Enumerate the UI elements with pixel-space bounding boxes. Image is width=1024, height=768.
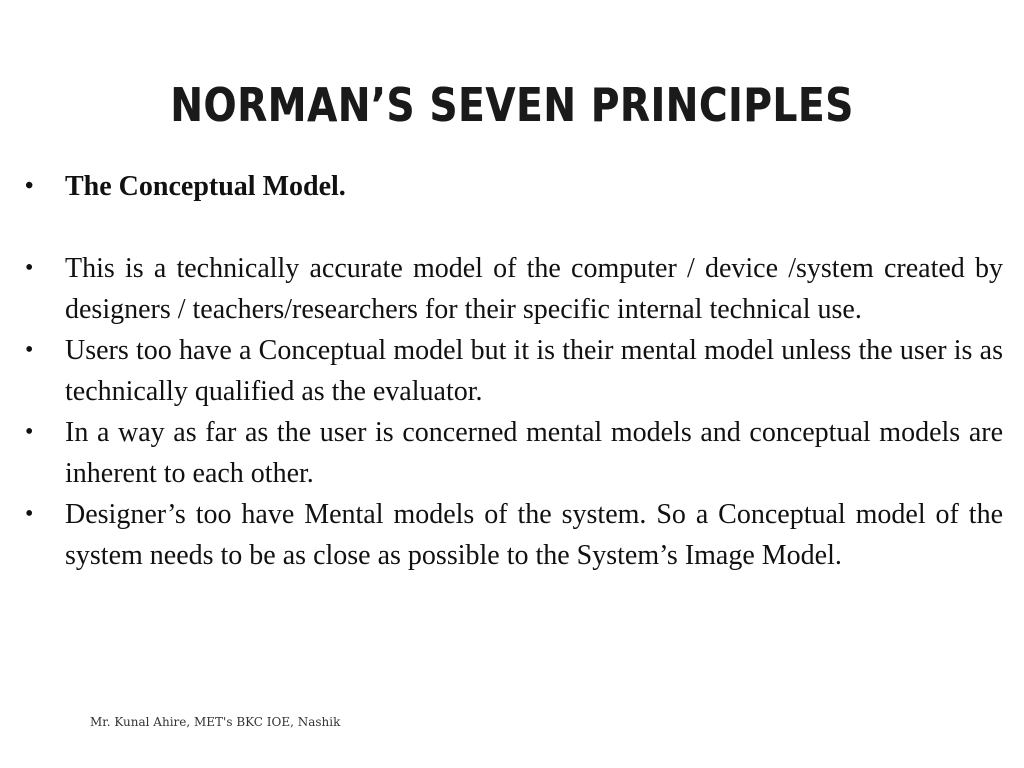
bullet-list xyxy=(0,166,1024,576)
bullet-text: In a way as far as the user is concerned mental models and conceptual models are inherent to each other. xyxy=(65,417,1003,489)
bullet-item-heading xyxy=(25,166,1003,207)
bullet-text: The Conceptual Model. xyxy=(65,171,346,202)
bullet-item xyxy=(25,248,1003,330)
bullet-dot-icon: • xyxy=(25,419,34,445)
bullet-dot-icon: • xyxy=(25,255,34,281)
bullet-text: This is a technically accurate model of the computer / device /system created by designers / teachers/researchers for their specific internal technical use. xyxy=(65,253,1003,325)
footer-credit: Mr. Kunal Ahire, MET's BKC IOE, Nashik xyxy=(90,715,341,729)
bullet-dot-icon: • xyxy=(25,501,34,527)
bullet-dot-icon: • xyxy=(25,173,34,199)
bullet-dot-icon: • xyxy=(25,337,34,363)
bullet-item xyxy=(25,412,1003,494)
slide-title: NORMAN’S SEVEN PRINCIPLES xyxy=(170,78,854,132)
bullet-text: Designer’s too have Mental models of the system. So a Conceptual model of the system needs to be as close as possible to the System’s Image Model. xyxy=(65,499,1003,571)
bullet-text: Users too have a Conceptual model but it is their mental model unless the user is as technically qualified as the evaluator. xyxy=(65,335,1003,407)
bullet-item xyxy=(25,330,1003,412)
bullet-item xyxy=(25,494,1003,576)
